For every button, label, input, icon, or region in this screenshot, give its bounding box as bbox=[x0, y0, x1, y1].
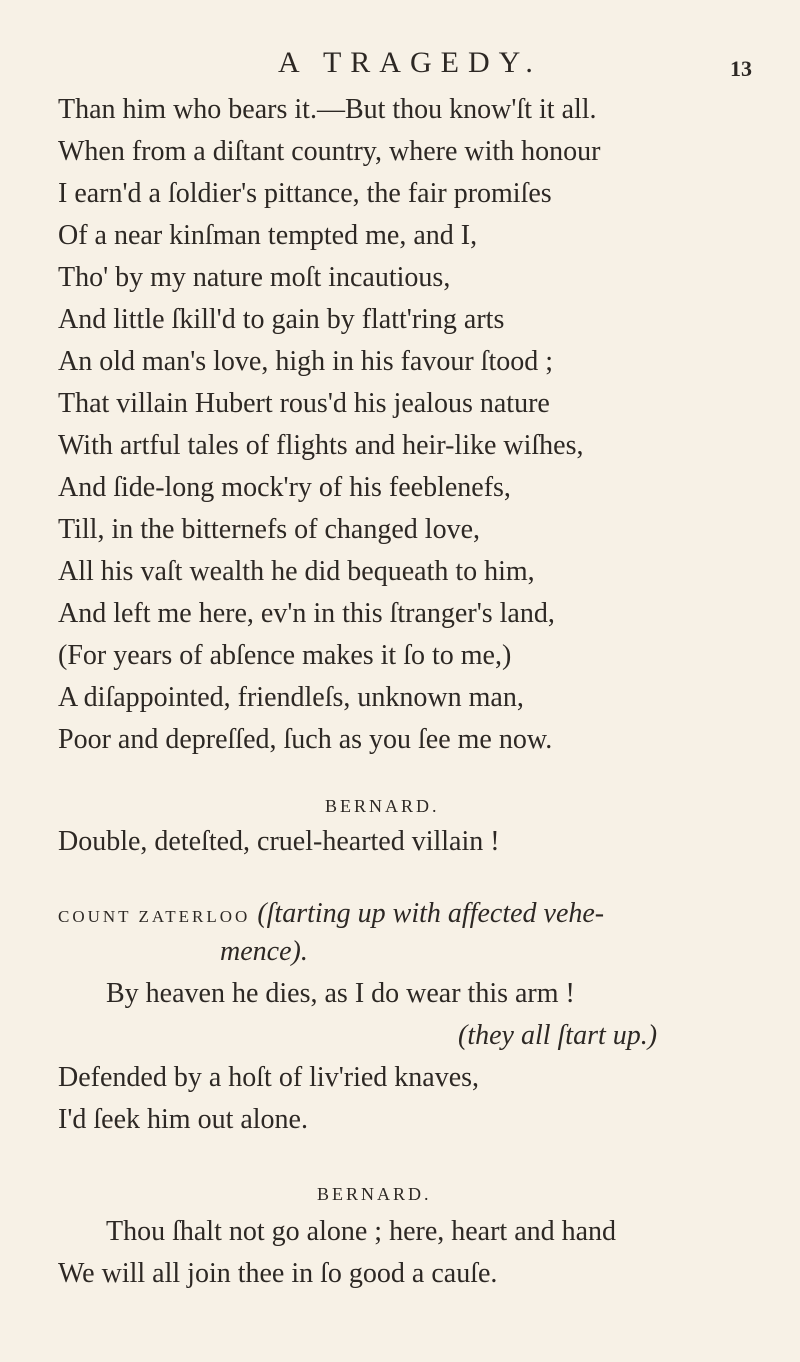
speaker-name: COUNT ZATERLOO bbox=[58, 907, 251, 926]
verse-line: With artful tales of flights and heir-like wiſhes, bbox=[58, 430, 584, 461]
stage-direction: mence). bbox=[220, 936, 308, 967]
verse-line: Thou ſhalt not go alone ; here, heart and hand bbox=[106, 1216, 617, 1247]
verse-line: Double, deteſted, cruel-hearted villain ! bbox=[58, 826, 500, 857]
verse-line: Than him who bears it.—But thou know'ſt it all. bbox=[58, 94, 597, 125]
verse-line: That villain Hubert rous'd his jealous nature bbox=[58, 388, 550, 419]
verse-line: All his vaſt wealth he did bequeath to him, bbox=[58, 556, 535, 587]
verse-line: I earn'd a ſoldier's pittance, the fair promiſes bbox=[58, 178, 552, 209]
verse-line: Tho' by my nature moſt incautious, bbox=[58, 262, 451, 293]
verse-line: Of a near kinſman tempted me, and I, bbox=[58, 220, 478, 251]
running-head: A TRAGEDY. bbox=[278, 46, 542, 79]
verse-line: Till, in the bitternefs of changed love, bbox=[58, 514, 480, 545]
verse-line: When from a diſtant country, where with honour bbox=[58, 136, 601, 167]
verse-line: And ſide-long mock'ry of his feeblenefs, bbox=[58, 472, 511, 503]
verse-line: And little ſkill'd to gain by flatt'ring arts bbox=[58, 304, 505, 335]
verse-line: We will all join thee in ſo good a cauſe. bbox=[58, 1258, 498, 1289]
verse-line: A diſappointed, friendleſs, unknown man, bbox=[58, 682, 524, 713]
verse-line: And left me here, ev'n in this ſtranger's land, bbox=[58, 598, 555, 629]
verse-line: Poor and depreſſed, ſuch as you ſee me now. bbox=[58, 724, 553, 755]
stage-direction: (they all ſtart up.) bbox=[458, 1020, 658, 1051]
verse-line: (For years of abſence makes it ſo to me,) bbox=[58, 640, 512, 671]
speaker-line bbox=[58, 897, 604, 934]
verse-line: I'd ſeek him out alone. bbox=[58, 1104, 308, 1135]
verse-line: An old man's love, high in his favour ſtood ; bbox=[58, 346, 554, 377]
verse-line: By heaven he dies, as I do wear this arm ! bbox=[106, 978, 575, 1009]
speaker-name: BERNARD. bbox=[325, 796, 440, 816]
stage-direction: (ſtarting up with affected vehe- bbox=[257, 898, 605, 929]
speaker-name: BERNARD. bbox=[317, 1184, 432, 1204]
page-number: 13 bbox=[730, 56, 752, 81]
verse-line: Defended by a hoſt of liv'ried knaves, bbox=[58, 1062, 480, 1093]
page-header bbox=[0, 42, 800, 82]
